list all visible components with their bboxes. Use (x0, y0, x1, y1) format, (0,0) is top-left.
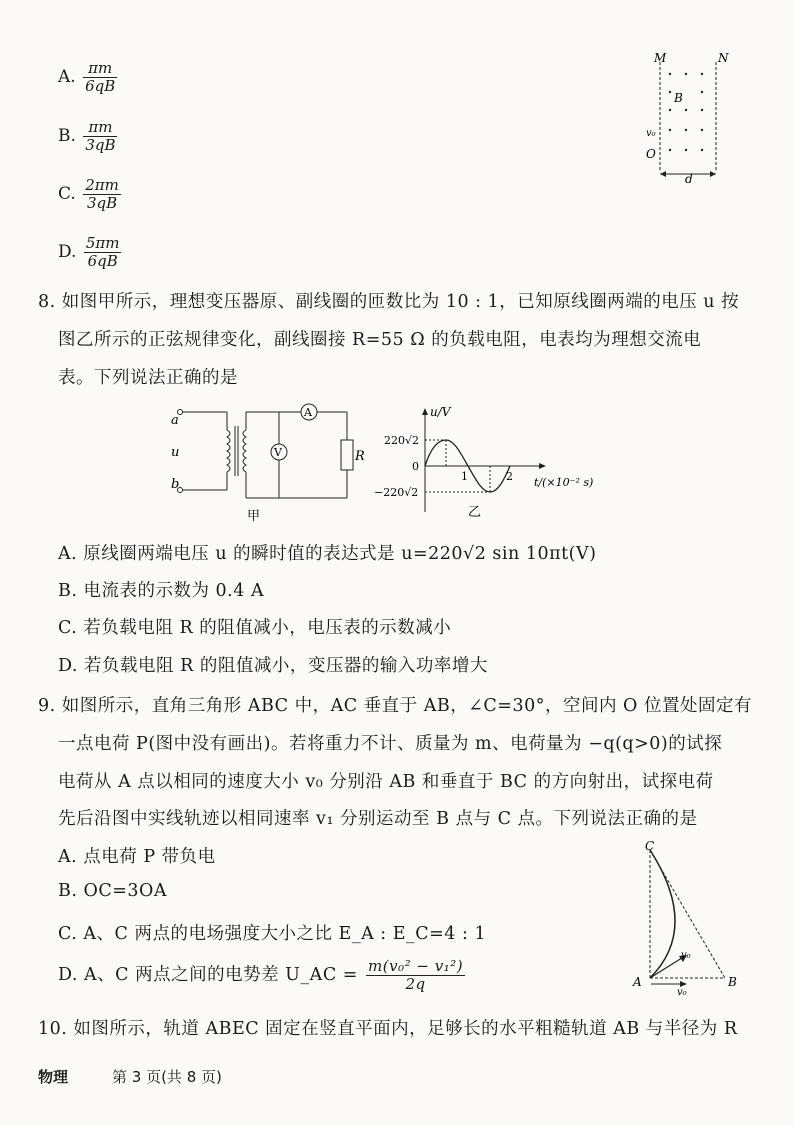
q7-field-figure (640, 52, 740, 187)
numerator: πm (83, 60, 117, 78)
label-c: C (645, 839, 655, 853)
resistor (341, 440, 353, 470)
fraction (83, 119, 117, 154)
fraction (83, 177, 121, 212)
svg-text:V: V (274, 446, 282, 459)
q7-option-b[interactable] (58, 119, 117, 154)
svg-text:b: b (171, 477, 180, 492)
label-n: N (718, 52, 729, 65)
y-axis-label: u/V (430, 405, 451, 419)
label-v0-a: v₀ (681, 950, 691, 961)
q9-stem-line1: 9. 如图所示，直角三角形 ABC 中，AC 垂直于 AB，∠C=30°，空间内 O 位置处固定有 (38, 696, 752, 716)
q8-stem-line1: 8. 如图甲所示，理想变压器原、副线圈的匝数比为 10 : 1，已知原线圈两端的电压 u 按 (38, 292, 740, 312)
primary-coil (227, 430, 230, 472)
secondary-coil (243, 430, 246, 472)
q9-stem-line3: 电荷从 A 点以相同的速度大小 v₀ 分别沿 AB 和垂直于 BC 的方向射出，试探电荷 (58, 772, 714, 792)
trajectory-to-c (650, 850, 675, 978)
label-v0-b: v₀ (677, 987, 687, 998)
fraction (84, 235, 122, 270)
numerator: πm (83, 119, 117, 137)
q9-stem-line2: 一点电荷 P(图中没有画出)。若将重力不计、质量为 m、电荷量为 −q(q>0)的试探 (58, 734, 723, 754)
q9-option-c[interactable]: C. A、C 两点的电场强度大小之比 E_A : E_C=4 : 1 (58, 924, 487, 944)
footer-page-number: 第 3 页(共 8 页) (112, 1068, 222, 1086)
y-tick-bottom: −220√2 (374, 486, 419, 499)
q9-stem-line4: 先后沿图中实线轨迹以相同速率 v₁ 分别运动至 B 点与 C 点。下列说法正确的是 (58, 809, 698, 829)
q8-option-c[interactable]: C. 若负载电阻 R 的阻值减小，电压表的示数减小 (58, 618, 452, 638)
fraction (83, 60, 117, 95)
option-label: C. (58, 184, 76, 204)
field-dots (669, 73, 703, 151)
option-label: B. (58, 126, 76, 146)
option-label: A. (58, 67, 76, 87)
q9-option-b[interactable]: B. OC=3OA (58, 881, 168, 901)
denominator: 6qB (87, 252, 118, 270)
caption-jia: 甲 (247, 509, 261, 524)
x-axis-label: t/(×10⁻² s) (534, 476, 594, 489)
label-v0: v₀ (646, 128, 656, 139)
q8-option-a[interactable]: A. 原线圈两端电压 u 的瞬时值的表达式是 u=220√2 sin 10πt(V) (58, 544, 597, 564)
label-o: O (646, 147, 656, 161)
svg-text:a: a (171, 413, 179, 428)
q10-stem-line1: 10. 如图所示，轨道 ABEC 固定在竖直平面内，足够长的水平粗糙轨道 AB 与半径为 R (38, 1019, 738, 1039)
fraction (366, 958, 465, 993)
x-tick-1: 1 (461, 470, 468, 483)
label-a: A (633, 975, 642, 989)
q9-option-a[interactable]: A. 点电荷 P 带负电 (58, 847, 216, 867)
x-tick-2: 2 (506, 470, 513, 483)
denominator: 3qB (86, 194, 118, 212)
y-tick-zero: 0 (412, 460, 419, 473)
q7-option-c[interactable] (58, 177, 121, 212)
q8-option-b[interactable]: B. 电流表的示数为 0.4 A (58, 581, 265, 601)
denominator: 6qB (85, 77, 116, 95)
y-tick-top: 220√2 (384, 434, 420, 447)
q8-stem-line2: 图乙所示的正弦规律变化，副线圈接 R=55 Ω 的负载电阻，电表均为理想交流电 (58, 330, 702, 350)
option-d-prefix: D. A、C 两点之间的电势差 U_AC = (58, 965, 358, 985)
denominator: 2q (405, 975, 426, 993)
velocity-arrow (650, 956, 685, 978)
footer-subject: 物理 (38, 1068, 69, 1086)
q8-voltage-graph (370, 404, 635, 524)
q7-option-d[interactable] (58, 235, 121, 270)
svg-text:A: A (304, 406, 312, 419)
numerator: 2πm (85, 176, 119, 194)
q8-option-d[interactable]: D. 若负载电阻 R 的阻值减小，变压器的输入功率增大 (58, 656, 488, 676)
caption-yi: 乙 (468, 505, 482, 520)
q9-triangle-figure (625, 838, 745, 998)
svg-text:R: R (355, 449, 365, 464)
q9-option-d[interactable] (58, 958, 465, 993)
label-b: B (728, 975, 737, 989)
q8-stem-line3: 表。下列说法正确的是 (58, 368, 238, 388)
q8-circuit-figure (165, 400, 365, 525)
q7-option-a[interactable] (58, 60, 117, 95)
numerator: m(v₀² − v₁²) (368, 957, 464, 975)
option-label: D. (58, 242, 77, 262)
label-d: d (685, 172, 693, 186)
denominator: 3qB (85, 136, 116, 154)
numerator: 5πm (85, 234, 120, 252)
label-b: B (674, 91, 683, 105)
svg-text:u: u (171, 445, 180, 460)
label-m: M (654, 52, 667, 65)
